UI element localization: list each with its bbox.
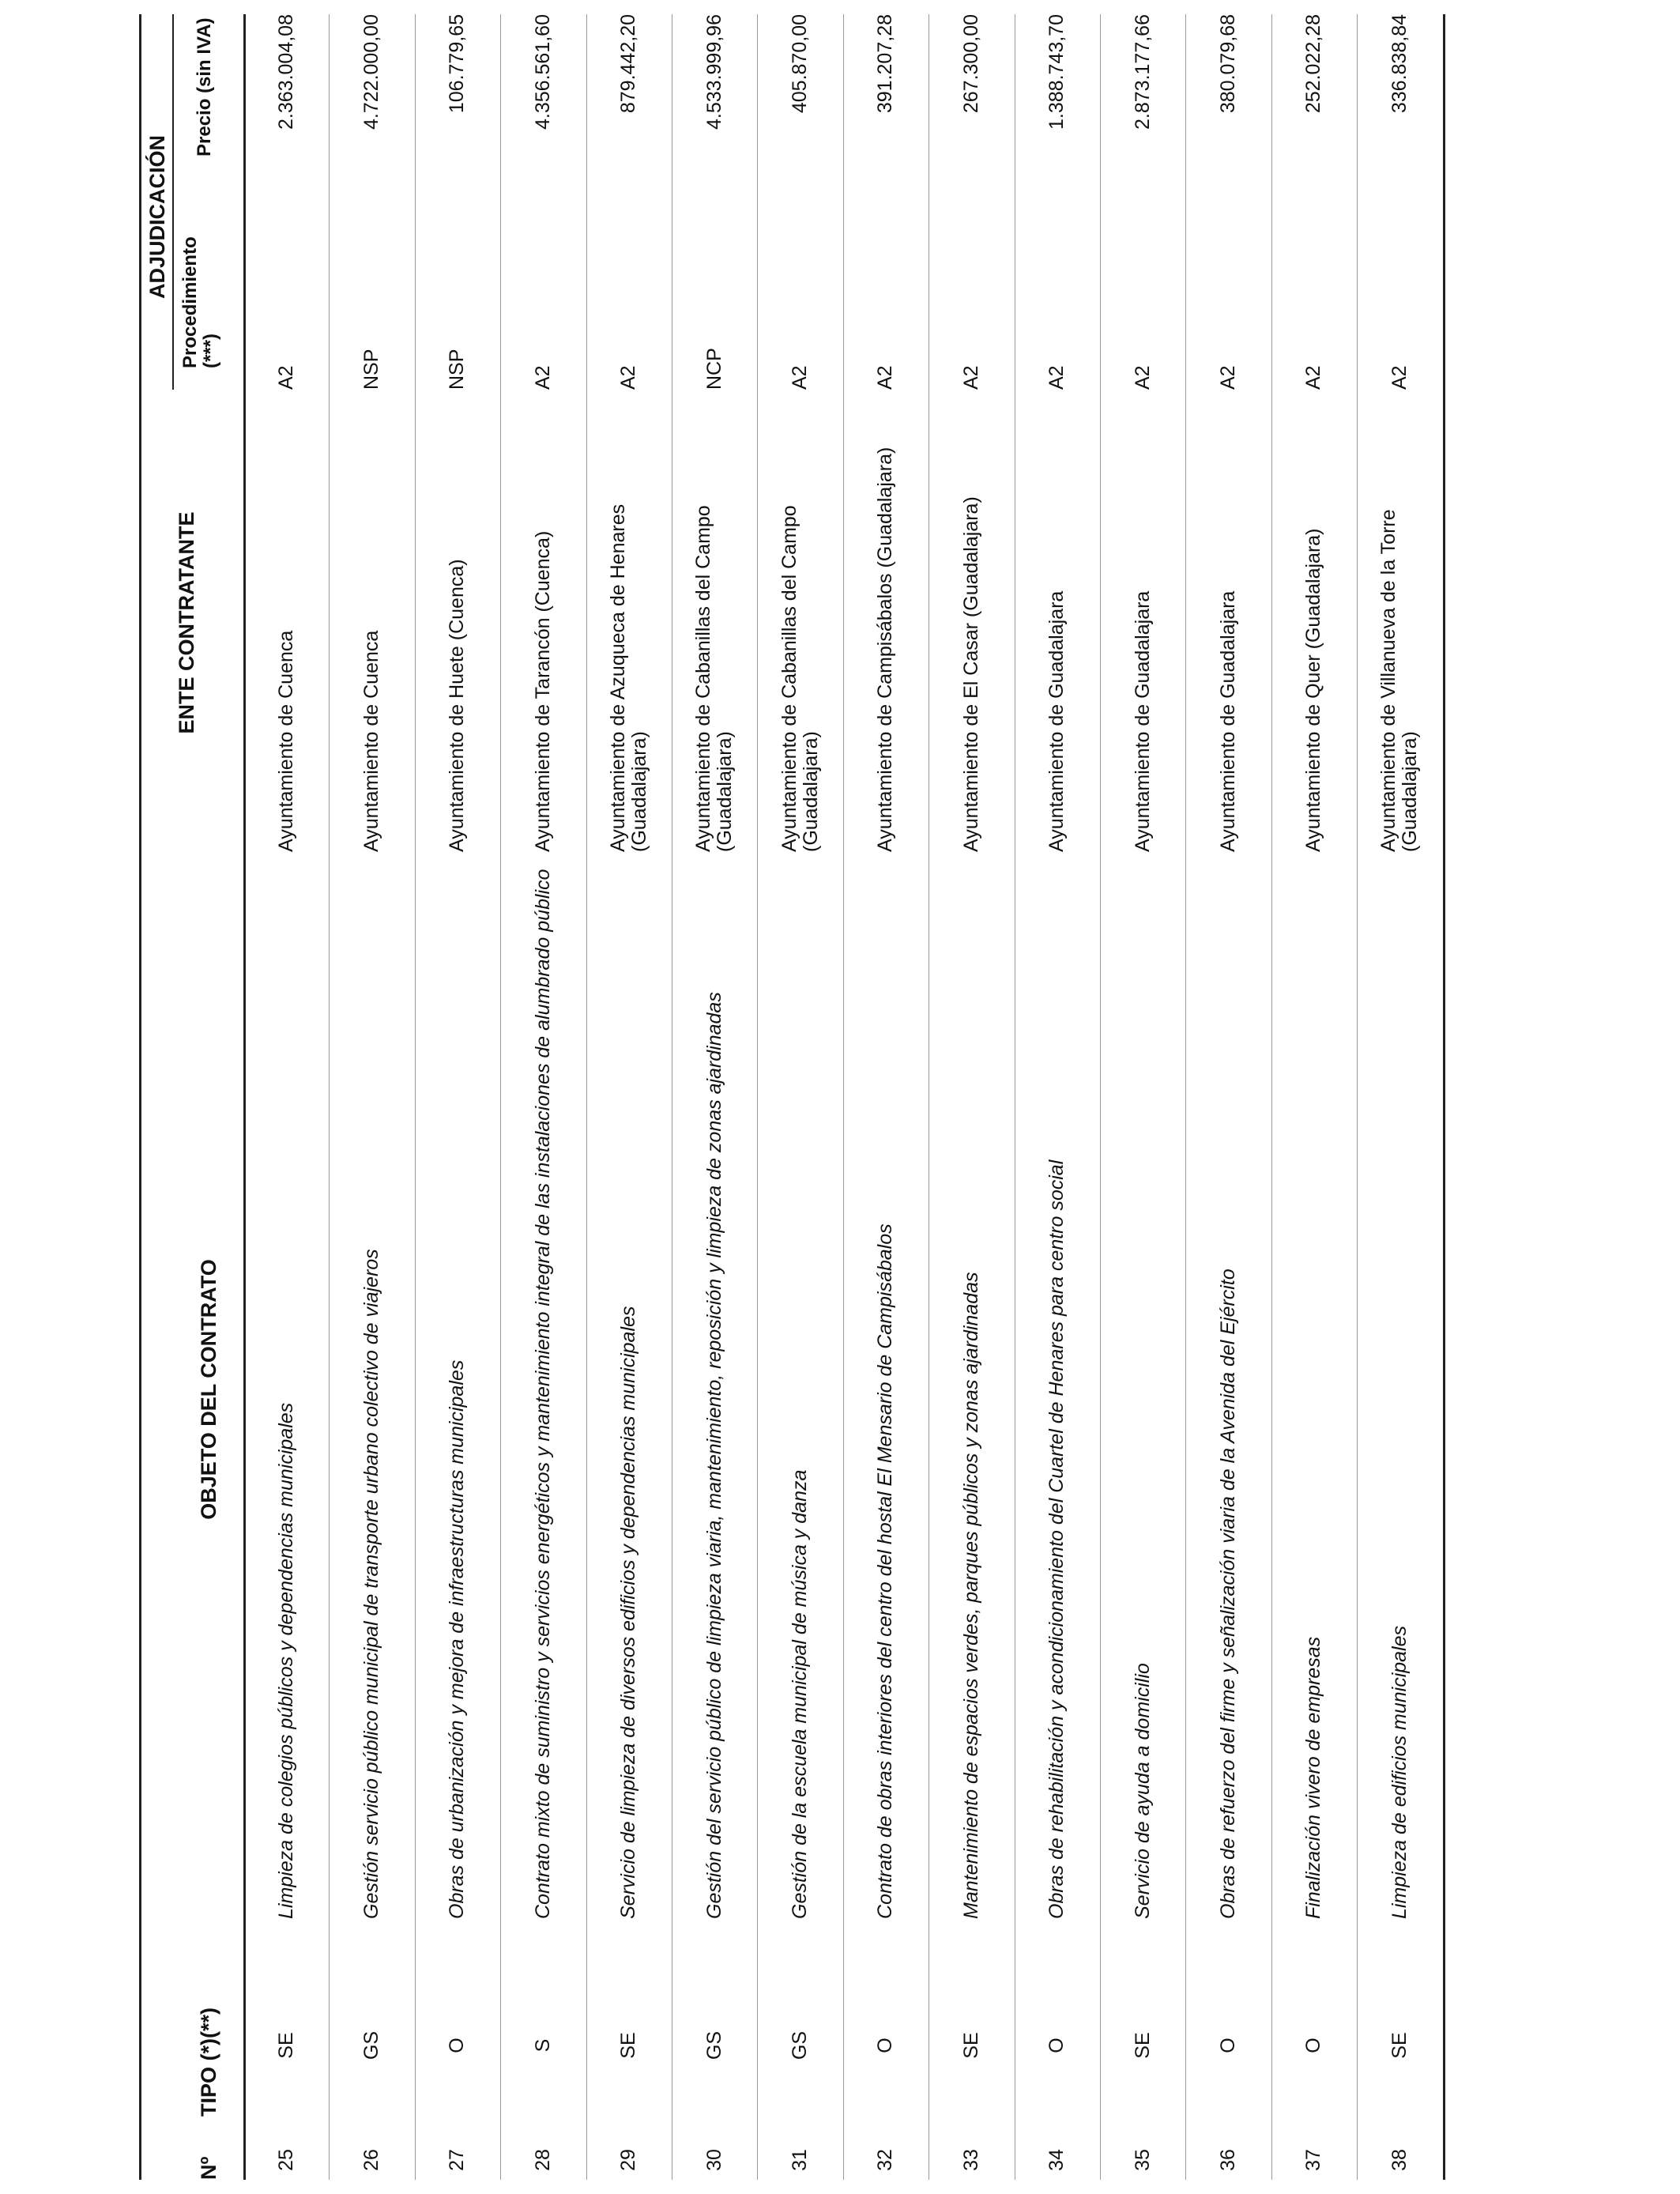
row-ente: Ayuntamiento de Huete (Cuenca) bbox=[446, 559, 469, 852]
row-num: 37 bbox=[1302, 2149, 1325, 2171]
table-row bbox=[500, 14, 586, 2180]
row-tipo: O bbox=[1045, 2038, 1068, 2053]
row-objeto: Gestión de la escuela municipal de música y danza bbox=[789, 1469, 812, 1919]
row-procedimiento: A2 bbox=[1217, 365, 1240, 390]
row-procedimiento: A2 bbox=[874, 365, 897, 390]
row-precio: 336.838,84 bbox=[1388, 14, 1411, 114]
row-objeto: Obras de refuerzo del firme y señalización viaria de la Avenida del Ejército bbox=[1217, 1269, 1240, 1919]
row-precio: 106.779,65 bbox=[446, 14, 469, 114]
row-divider bbox=[757, 14, 758, 2180]
row-ente: Ayuntamiento de Cuenca bbox=[360, 630, 383, 852]
row-ente: Ayuntamiento de Cabanillas del Campo (Guadalajara) bbox=[692, 505, 736, 852]
row-procedimiento: A2 bbox=[1388, 365, 1411, 390]
row-precio: 879.442,20 bbox=[617, 14, 640, 114]
row-precio: 252.022,28 bbox=[1302, 14, 1325, 114]
row-num: 32 bbox=[874, 2149, 897, 2171]
row-ente: Ayuntamiento de Campisábalos (Guadalajara) bbox=[874, 447, 897, 852]
table-row bbox=[757, 14, 842, 2180]
row-precio: 4.722.000,00 bbox=[360, 14, 383, 130]
row-objeto: Limpieza de colegios públicos y dependencias municipales bbox=[274, 1402, 297, 1919]
row-num: 31 bbox=[789, 2149, 812, 2171]
row-objeto: Mantenimiento de espacios verdes, parques públicos y zonas ajardinadas bbox=[959, 1272, 982, 1919]
row-procedimiento: A2 bbox=[1131, 365, 1154, 390]
row-ente: Ayuntamiento de Cuenca bbox=[274, 630, 297, 852]
contracts-table bbox=[139, 14, 1451, 2180]
adjudicacion-heading: ADJUDICACIÓN bbox=[145, 134, 169, 299]
row-objeto: Obras de rehabilitación y acondicionamiento del Cuartel de Henares para centro social bbox=[1045, 1159, 1068, 1919]
row-divider bbox=[1100, 14, 1101, 2180]
row-num: 34 bbox=[1045, 2149, 1068, 2171]
row-precio: 1.388.743,70 bbox=[1045, 14, 1068, 130]
row-num: 27 bbox=[446, 2149, 469, 2171]
row-num: 38 bbox=[1388, 2149, 1411, 2171]
header-precio: Precio (sin IVA) bbox=[194, 17, 215, 156]
row-divider bbox=[586, 14, 587, 2180]
row-procedimiento: NSP bbox=[446, 349, 469, 390]
row-tipo: SE bbox=[617, 2032, 640, 2059]
row-tipo: GS bbox=[360, 2030, 383, 2060]
row-divider bbox=[843, 14, 844, 2180]
header-procedimiento: Procedimiento (***) bbox=[179, 236, 221, 368]
row-num: 28 bbox=[531, 2149, 554, 2171]
row-objeto: Gestión servicio público municipal de transporte urbano colectivo de viajeros bbox=[360, 1249, 383, 1919]
row-ente: Ayuntamiento de Quer (Guadalajara) bbox=[1302, 528, 1325, 852]
row-precio: 2.873.177,66 bbox=[1131, 14, 1154, 130]
row-num: 30 bbox=[703, 2149, 725, 2171]
table-row bbox=[1185, 14, 1271, 2180]
header-num: Nº bbox=[196, 2156, 220, 2180]
row-ente: Ayuntamiento de Guadalajara bbox=[1217, 590, 1240, 852]
header-ente: ENTE CONTRATANTE bbox=[174, 511, 198, 734]
row-procedimiento: A2 bbox=[1045, 365, 1068, 390]
row-divider bbox=[1357, 14, 1358, 2180]
row-objeto: Gestión del servicio público de limpieza viaria, mantenimiento, reposición y limpieza de zonas ajardinadas bbox=[703, 992, 725, 1919]
row-procedimiento: A2 bbox=[1302, 365, 1325, 390]
row-tipo: S bbox=[531, 2038, 554, 2053]
table-row bbox=[1100, 14, 1185, 2180]
row-ente: Ayuntamiento de Cabanillas del Campo (Guadalajara) bbox=[778, 505, 822, 852]
row-divider bbox=[500, 14, 501, 2180]
row-precio: 4.356.561,60 bbox=[531, 14, 554, 130]
row-num: 33 bbox=[959, 2149, 982, 2171]
table-row bbox=[586, 14, 672, 2180]
table-row bbox=[1271, 14, 1357, 2180]
row-objeto: Contrato mixto de suministro y servicios energéticos y mantenimiento integral de las instalaciones de alumbrado público bbox=[531, 869, 554, 1919]
row-tipo: SE bbox=[274, 2032, 297, 2059]
row-procedimiento: A2 bbox=[531, 365, 554, 390]
row-divider bbox=[415, 14, 416, 2180]
row-num: 26 bbox=[360, 2149, 383, 2171]
row-procedimiento: NCP bbox=[703, 348, 725, 390]
row-divider bbox=[329, 14, 330, 2180]
row-objeto: Obras de urbanización y mejora de infraestructuras municipales bbox=[446, 1359, 469, 1919]
row-ente: Ayuntamiento de Guadalajara bbox=[1045, 590, 1068, 852]
row-ente: Ayuntamiento de Azuqueca de Henares (Guadalajara) bbox=[606, 503, 650, 852]
row-num: 25 bbox=[274, 2149, 297, 2171]
table-row bbox=[415, 14, 500, 2180]
row-tipo: SE bbox=[959, 2032, 982, 2059]
row-ente: Ayuntamiento de Guadalajara bbox=[1131, 590, 1154, 852]
row-tipo: GS bbox=[703, 2030, 725, 2060]
row-procedimiento: A2 bbox=[617, 365, 640, 390]
row-divider bbox=[1185, 14, 1186, 2180]
row-tipo: O bbox=[1302, 2038, 1325, 2053]
row-objeto: Limpieza de edificios municipales bbox=[1388, 1625, 1411, 1919]
table-row bbox=[243, 14, 329, 2180]
row-precio: 391.207,28 bbox=[874, 14, 897, 114]
table-row bbox=[329, 14, 414, 2180]
row-objeto: Servicio de ayuda a domicilio bbox=[1131, 1663, 1154, 1919]
row-tipo: SE bbox=[1131, 2032, 1154, 2059]
row-precio: 380.079,68 bbox=[1217, 14, 1240, 114]
row-tipo: O bbox=[446, 2038, 469, 2053]
table-row bbox=[1015, 14, 1100, 2180]
row-procedimiento: A2 bbox=[274, 365, 297, 390]
row-procedimiento: A2 bbox=[789, 365, 812, 390]
row-tipo: O bbox=[874, 2038, 897, 2053]
row-ente: Ayuntamiento de El Casar (Guadalajara) bbox=[959, 496, 982, 852]
row-num: 29 bbox=[617, 2149, 640, 2171]
row-tipo: O bbox=[1217, 2038, 1240, 2053]
row-objeto: Finalización vivero de empresas bbox=[1302, 1636, 1325, 1919]
row-precio: 2.363.004,08 bbox=[274, 14, 297, 130]
row-procedimiento: NSP bbox=[360, 349, 383, 390]
table-row bbox=[672, 14, 757, 2180]
table-bottom-rule bbox=[1443, 14, 1445, 2180]
row-num: 36 bbox=[1217, 2149, 1240, 2171]
table-row bbox=[1357, 14, 1442, 2180]
header-tipo: TIPO (*)(**) bbox=[196, 2007, 220, 2117]
row-precio: 405.870,00 bbox=[789, 14, 812, 114]
table-row bbox=[843, 14, 929, 2180]
row-divider bbox=[1271, 14, 1272, 2180]
row-tipo: SE bbox=[1388, 2032, 1411, 2059]
row-ente: Ayuntamiento de Tarancón (Cuenca) bbox=[531, 530, 554, 852]
header-objeto: OBJETO DEL CONTRATO bbox=[196, 1259, 220, 1520]
row-tipo: GS bbox=[789, 2030, 812, 2060]
table-row bbox=[929, 14, 1014, 2180]
row-precio: 4.533.999,96 bbox=[703, 14, 725, 130]
row-num: 35 bbox=[1131, 2149, 1154, 2171]
row-objeto: Contrato de obras interiores del centro del hostal El Mensario de Campisábalos bbox=[874, 1223, 897, 1919]
row-precio: 267.300,00 bbox=[959, 14, 982, 114]
row-procedimiento: A2 bbox=[959, 365, 982, 390]
row-objeto: Servicio de limpieza de diversos edificios y dependencias municipales bbox=[617, 1306, 640, 1919]
row-ente: Ayuntamiento de Villanueva de la Torre (Guadalajara) bbox=[1377, 509, 1422, 852]
